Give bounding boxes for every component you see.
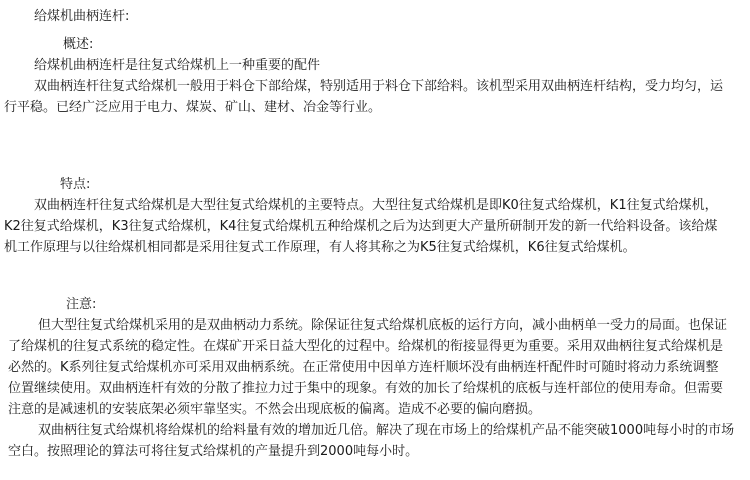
features-body-line: 机工作原理与以往给煤机相同都是采用往复式工作原理，有人将其称之为K5往复式给煤机，K6往复式给煤机。: [4, 240, 636, 255]
features-heading: 特点:: [60, 177, 91, 192]
document-title: 给煤机曲柄连杆:: [34, 9, 130, 24]
features-body-line: 双曲柄连杆往复式给煤机是大型往复式给煤机的主要特点。大型往复式给煤机是即K0往复式给煤机，K1往复式给煤机，: [34, 198, 718, 213]
overview-body-line: 双曲柄连杆往复式给煤机一般用于料仓下部给煤，特别适用于料仓下部给料。该机型采用双曲柄连杆结构，受力均匀，运: [34, 79, 724, 94]
notes-body-line: 但大型往复式给煤机采用的是双曲柄动力系统。除保证往复式给煤机底板的运行方向，减小曲柄单一受力的局面。也保证: [38, 318, 728, 333]
overview-intro: 给煤机曲柄连杆是往复式给煤机上一种重要的配件: [34, 58, 321, 73]
notes-body-line: 必然的。K系列往复式给煤机亦可采用双曲柄系统。在正常使用中因单方连杆顺坏没有曲柄连杆配件时可随时将动力系统调整: [8, 360, 719, 375]
features-body-line: K2往复式给煤机，K3往复式给煤机，K4往复式给煤机五种给煤机之后为达到更大产量所研制开发的新一代给料设备。该给煤: [4, 219, 718, 234]
overview-body-line: 行平稳。已经广泛应用于电力、煤炭、矿山、建材、冶金等行业。: [4, 100, 382, 115]
notes-body-line: 双曲柄往复式给煤机将给煤机的给料量有效的增加近几倍。解决了现在市场上的给煤机产品不能突破1000吨每小时的市场: [38, 423, 735, 438]
overview-heading: 概述:: [63, 37, 94, 52]
notes-body-line: 注意的是减速机的安装底架必须牢靠坚实。不然会出现底板的偏离。造成不必要的偏向磨损。: [8, 402, 542, 417]
notes-heading: 注意:: [66, 297, 97, 312]
notes-body-line: 位置继续使用。双曲柄连杆有效的分散了推拉力过于集中的现象。有效的加长了给煤机的底板与连杆部位的使用寿命。但需要: [8, 381, 724, 396]
notes-body-line: 空白。按照理论的算法可将往复式给煤机的产量提升到2000吨每小时。: [8, 444, 419, 459]
notes-body-line: 了给煤机的往复式系统的稳定性。在煤矿开采日益大型化的过程中。给煤机的衔接显得更为重要。采用双曲柄往复式给煤机是: [8, 339, 724, 354]
